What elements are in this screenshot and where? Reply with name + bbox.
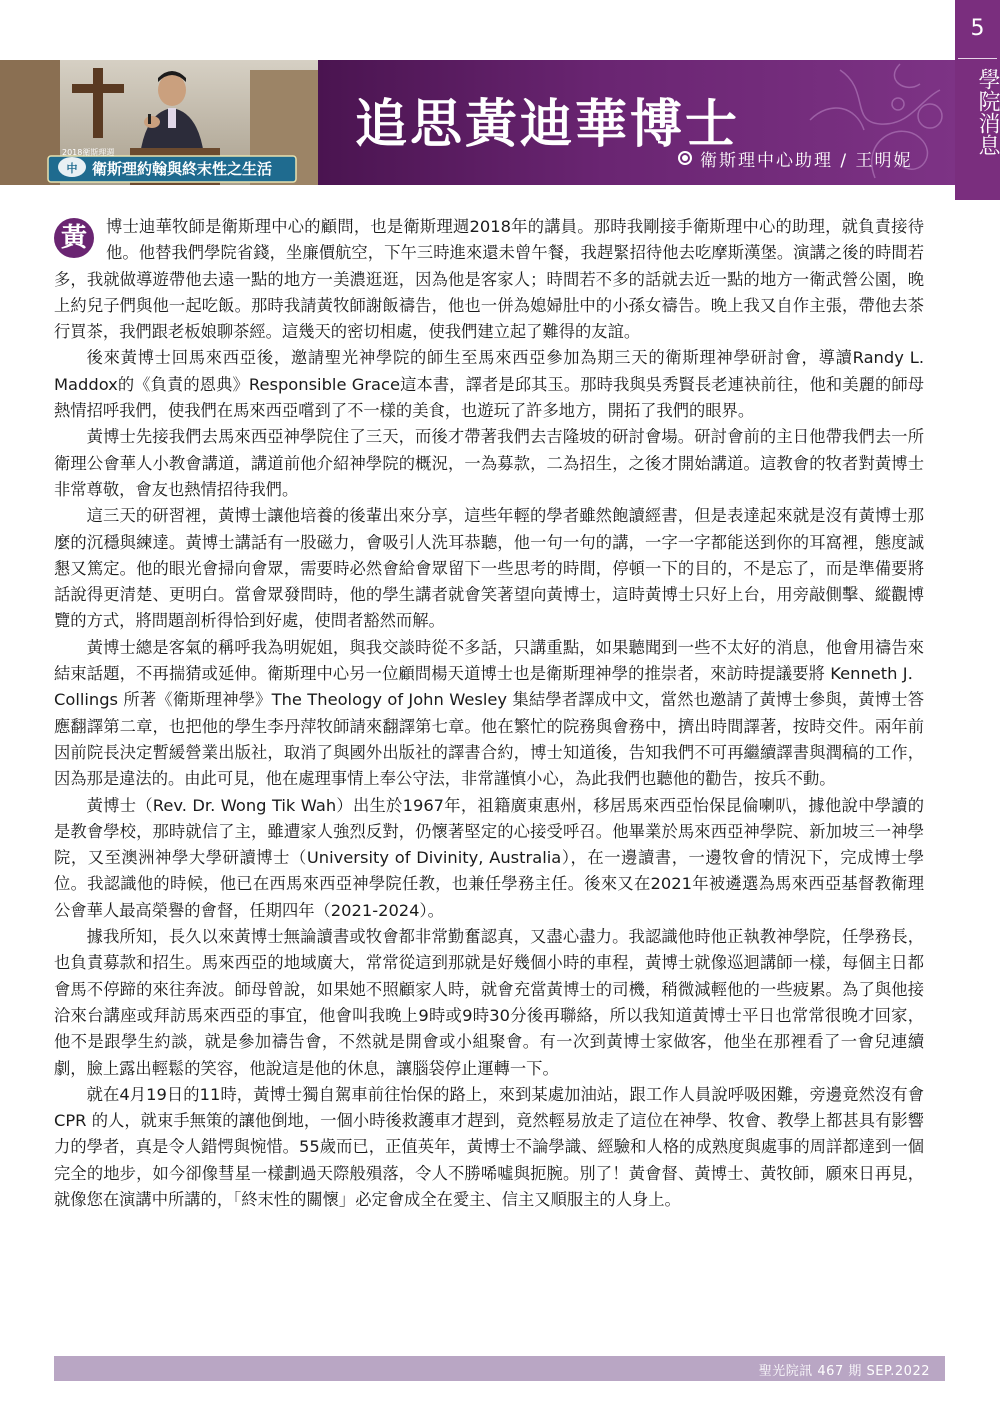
article-paragraph: 這三天的研習裡，黃博士讓他培養的後輩出來分享，這些年輕的學者雖然飽讀經書，但是表達起來就是沒有黃博士那麼的沉穩與練達。黃博士講話有一股磁力，會吸引人洗耳恭聽，他一句一句的講，一字一字都能送到你的耳窩裡，態度誠懇又篤定。他的眼光會掃向會眾，需要時必然會給會眾留下一些思考的時間，停頓一下的目的，不是忘了，而是準備要將話說得更清楚、更明白。當會眾發問時，他的學生講者就會笑著望向黃博士，這時黃博士只好上台，用旁敲側擊、縱觀博覽的方式，將問題剖析得恰到好處，使問者豁然而解。: [54, 506, 924, 631]
article-paragraph: 黃博士先接我們去馬來西亞神學院住了三天，而後才帶著我們去吉隆坡的研討會場。研討會前的主日他帶我們去一所衛理公會華人小教會講道，講道前他介紹神學院的概況，一為募款，二為招生，之後才開始講道。這教會的牧者對黃博士非常尊敬，會友也熱情招待我們。: [54, 427, 924, 499]
svg-text:2018衛斯理週: 2018衛斯理週: [62, 148, 115, 157]
page-number: 5: [970, 16, 985, 41]
author-name: 衛斯理中心助理 / 王明妮: [700, 151, 913, 171]
article-body: [54, 214, 924, 1213]
footer-issue: 聖光院訊 467 期 SEP.2022: [758, 1364, 930, 1379]
svg-text:中: 中: [66, 162, 78, 175]
author-line: [678, 146, 913, 171]
tab-divider: [958, 58, 997, 59]
article-paragraph: 就在4月19日的11時，黃博士獨自駕車前往怡保的路上，來到某處加油站，跟工作人員說呼吸困難，旁邊竟然沒有會 CPR 的人，就束手無策的讓他倒地，一個小時後救護車才趕到，竟然輕易放走了這位在神學、牧會、教學上都甚具有影響力的學者，真是令人錯愕與惋惜。55歲而已，正值英年，黃博士不論學識、經驗和人格的成熟度與處事的周詳都達到一個完全的地步，如今卻像彗星一樣劃過天際般殞落，令人不勝唏噓與扼腕。別了！黃會督、黃博士、黃牧師，願來日再見，就像您在演講中所講的，「終末性的關懷」必定會成全在愛主、信主又順服主的人身上。: [54, 1084, 924, 1209]
article-paragraph: 黃博士（Rev. Dr. Wong Tik Wah）出生於1967年，祖籍廣東惠州，移居馬來西亞怡保昆倫喇叭，據他說中學讀的是教會學校，那時就信了主，雖遭家人強烈反對，仍懷著堅定的心接受呼召。他畢業於馬來西亞神學院、新加坡三一神學院，又至澳洲神學大學研讀博士（University of Divinity, Australia），在一邊讀書，一邊牧會的情況下，完成博士學位。我認識他的時候，他已在西馬來西亞神學院任教，也兼任學務主任。後來又在2021年被遴選為馬來西亞基督教衛理公會華人最高榮譽的會督，任期四年（2021-2024）。: [54, 795, 924, 920]
article-paragraph: 黃博士總是客氣的稱呼我為明妮姐，與我交談時從不多話，只講重點，如果聽聞到一些不太好的消息，他會用禱告來結束話題，不再揣猜或延伸。衛斯理中心另一位顧問楊天道博士也是衛斯理神學的推崇者，來訪時提議要將 Kenneth J．Collings 所著《衛斯理神學》The Theology of John Wesley 集結學者譯成中文，當然也邀請了黃博士參與，黃博士答應翻譯第二章，也把他的學生李丹萍牧師請來翻譯第七章。他在繁忙的院務與會務中，擠出時間譯著，按時交件。兩年前因前院長決定暫緩營業出版社，取消了與國外出版社的譯書合約，博士知道後，告知我們不可再繼續譯書與潤稿的工作，因為那是違法的。由此可見，他在處理事情上奉公守法，非常謹慎小心，為此我們也聽他的勸告，按兵不動。: [54, 637, 924, 789]
article-paragraph: 後來黃博士回馬來西亞後，邀請聖光神學院的師生至馬來西亞參加為期三天的衛斯理神學研討會，導讀Randy L. Maddox的《負責的恩典》Responsible Grace這本書，譯者是邱其玉。那時我與吳秀賢長老連袂前往，他和美麗的師母熱情招呼我們，使我們在馬來西亞嚐到了不一樣的美食，也遊玩了許多地方，開拓了我們的眼界。: [54, 348, 924, 421]
page-title: 追思黃迪華博士: [355, 95, 741, 155]
svg-text:衛斯理約翰與終末性之生活: 衛斯理約翰與終末性之生活: [92, 160, 273, 178]
bullet-icon: [678, 151, 692, 165]
section-label: 學院消息: [975, 68, 1000, 156]
lecture-photo-illustration: [0, 60, 318, 185]
header-photo: [0, 60, 318, 185]
article-paragraph: 據我所知，長久以來黃博士無論讀書或牧會都非常勤奮認真，又盡心盡力。我認識他時他正執教神學院，任學務長，也負責募款和招生。馬來西亞的地域廣大，常常從這到那就是好幾個小時的車程，黃博士就像巡迴講師一樣，每個主日都會馬不停蹄的來往奔波。師母曾說，如果她不照顧家人時，就會充當黃博士的司機，稍微減輕他的一些疲累。為了與他接洽來台講座或拜訪馬來西亞的事宜，他會叫我晚上9時或9時30分後再聯絡，所以我知道黃博士平日也常常很晚才回家，他不是跟學生約談，就是參加禱告會，不然就是開會或小組聚會。有一次到黃博士家做客，他坐在那裡看了一會兒連續劇，臉上露出輕鬆的笑容，他說這是他的休息，讓腦袋停止運轉一下。: [54, 927, 924, 1078]
article-paragraph: 黃 博士迪華牧師是衛斯理中心的顧問，也是衛斯理週2018年的講員。那時我剛接手衛斯理中心的助理，就負責接待他。他替我們學院省錢，坐廉價航空，下午三時進來還未曾午餐，我趕緊招待他去吃摩斯漢堡。演講之後的時間若多，我就做導遊帶他去遠一點的地方一美濃逛逛，因為他是客家人；時間若不多的話就去近一點的地方一衛武營公園，晚上約兒子們與他一起吃飯。那時我請黃牧師謝飯禱告，他也一併為媳婦肚中的小孫女禱告。晚上我又自作主張，帶他去茶行買茶，我們跟老板娘聊茶經。這幾天的密切相處，使我們建立起了難得的友誼。: [54, 217, 924, 342]
dropcap: 黃: [54, 218, 94, 258]
